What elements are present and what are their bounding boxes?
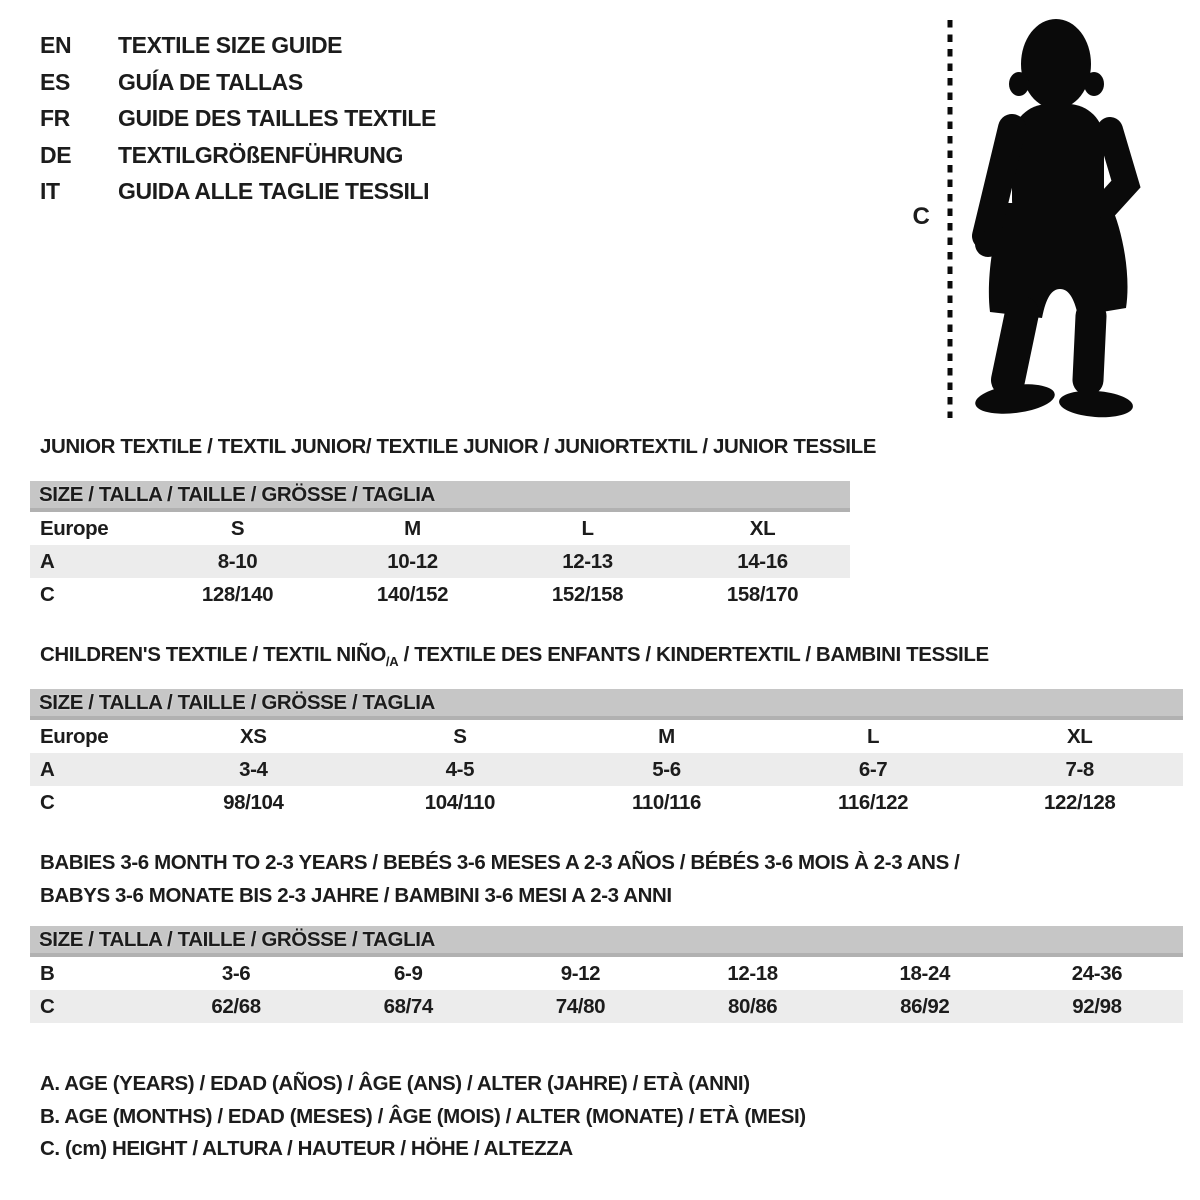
height-cell: 98/104 [223, 790, 284, 814]
age-cell: 8-10 [217, 549, 258, 573]
lang-row-es [40, 64, 436, 101]
row-label: A [40, 757, 55, 781]
guide-title-fr: GUIDE DES TAILLES TEXTILE [118, 105, 436, 131]
legend-line-a: A. AGE (YEARS) / EDAD (AÑOS) / ÂGE (ANS) / ALTER (JAHRE) / ETÀ (ANNI) [40, 1072, 750, 1095]
children-section-title [40, 638, 989, 678]
lang-code: FR [40, 105, 70, 131]
babies-title-line1: BABIES 3-6 MONTH TO 2-3 YEARS / BEBÉS 3-6 MESES A 2-3 AÑOS / BÉBÉS 3-6 MOIS À 2-3 ANS / [40, 851, 960, 874]
height-cell: 86/92 [900, 994, 950, 1018]
guide-title-de: TEXTILGRÖßENFÜHRUNG [118, 141, 403, 168]
height-cell: 68/74 [383, 994, 433, 1018]
size-cell: M [404, 516, 421, 540]
language-title-list [40, 27, 436, 210]
size-cell: S [453, 724, 467, 748]
children-title-suffix: / TEXTILE DES ENFANTS / KINDERTEXTIL / BAMBINI TESSILE [398, 643, 989, 666]
toddler-silhouette-icon [960, 18, 1145, 420]
measure-legend [40, 1068, 806, 1166]
table-row [30, 753, 1183, 786]
lang-code: EN [40, 32, 72, 58]
size-cell: M [658, 724, 675, 748]
table-row [30, 990, 1183, 1023]
size-cell: XL [749, 516, 776, 540]
height-cell: 92/98 [1072, 994, 1122, 1018]
row-label: B [40, 961, 55, 985]
table-header-size: SIZE / TALLA / TAILLE / GRÖSSE / TAGLIA [30, 689, 1183, 720]
row-label: C [40, 582, 55, 606]
months-cell: 3-6 [221, 961, 251, 985]
age-cell: 5-6 [652, 757, 681, 781]
guide-title-es: GUÍA DE TALLAS [118, 68, 303, 95]
age-cell: 4-5 [445, 757, 475, 781]
height-cell: 110/116 [631, 790, 701, 814]
height-cell: 158/170 [726, 582, 799, 606]
height-cell: 62/68 [211, 994, 261, 1018]
size-cell: L [867, 724, 880, 748]
months-cell: 9-12 [560, 961, 601, 985]
legend-line-b: B. AGE (MONTHS) / EDAD (MESES) / ÂGE (MOIS) / ALTER (MONATE) / ETÀ (MESI) [40, 1104, 806, 1128]
table-header-size: SIZE / TALLA / TAILLE / GRÖSSE / TAGLIA [30, 926, 1183, 957]
age-cell: 7-8 [1065, 757, 1094, 781]
age-cell: 14-16 [737, 549, 788, 573]
height-cell: 74/80 [555, 994, 606, 1018]
guide-title-en: TEXTILE SIZE GUIDE [118, 32, 343, 58]
table-row [30, 512, 850, 545]
height-cell: 104/110 [424, 790, 495, 814]
children-size-table [30, 689, 1183, 819]
height-measure-dotted-line [946, 18, 954, 420]
months-cell: 18-24 [899, 961, 950, 985]
height-cell: 128/140 [201, 582, 274, 606]
children-title-prefix: CHILDREN'S TEXTILE / TEXTIL NIÑO [40, 643, 386, 666]
height-measure-label: C [912, 203, 930, 230]
table-header-size: SIZE / TALLA / TAILLE / GRÖSSE / TAGLIA [30, 481, 850, 512]
lang-code: IT [40, 178, 60, 204]
size-cell: XS [240, 724, 267, 748]
height-cell: 80/86 [727, 994, 778, 1018]
age-cell: 3-4 [239, 757, 268, 781]
junior-section-title: JUNIOR TEXTILE / TEXTIL JUNIOR/ TEXTILE JUNIOR / JUNIORTEXTIL / JUNIOR TESSILE [40, 435, 876, 458]
row-label: C [40, 994, 55, 1018]
lang-row-it [40, 173, 436, 210]
row-label: Europe [40, 724, 109, 748]
height-cell: 116/122 [837, 790, 909, 814]
height-cell: 140/152 [376, 582, 449, 606]
size-cell: L [581, 516, 594, 540]
babies-size-table [30, 926, 1183, 1023]
size-cell: XL [1066, 724, 1093, 748]
height-cell: 152/158 [551, 582, 624, 606]
table-row [30, 720, 1183, 753]
table-row [30, 957, 1183, 990]
months-cell: 12-18 [727, 961, 778, 985]
row-label: Europe [40, 516, 109, 540]
table-row [30, 786, 1183, 819]
age-cell: 12-13 [562, 549, 613, 573]
height-figure [900, 0, 1200, 430]
lang-row-en [40, 27, 436, 64]
age-cell: 6-7 [858, 757, 888, 781]
lang-code: ES [40, 68, 70, 95]
children-title-sub: /A [385, 654, 399, 670]
size-cell: S [230, 516, 245, 540]
lang-code: DE [40, 141, 72, 168]
row-label: A [40, 549, 55, 573]
babies-title-line2: BABYS 3-6 MONATE BIS 2-3 JAHRE / BAMBINI 3-6 MESI A 2-3 ANNI [40, 884, 672, 907]
months-cell: 6-9 [394, 961, 423, 985]
babies-section-title [40, 846, 959, 912]
row-label: C [40, 790, 55, 814]
lang-row-de [40, 137, 436, 174]
months-cell: 24-36 [1071, 961, 1123, 985]
table-row [30, 545, 850, 578]
table-row [30, 578, 850, 611]
lang-row-fr [40, 100, 436, 137]
guide-title-it: GUIDA ALLE TAGLIE TESSILI [118, 178, 430, 204]
age-cell: 10-12 [387, 549, 438, 573]
legend-line-c: C. (cm) HEIGHT / ALTURA / HAUTEUR / HÖHE / ALTEZZA [40, 1137, 573, 1160]
height-cell: 122/128 [1044, 790, 1116, 814]
junior-size-table [30, 481, 850, 611]
